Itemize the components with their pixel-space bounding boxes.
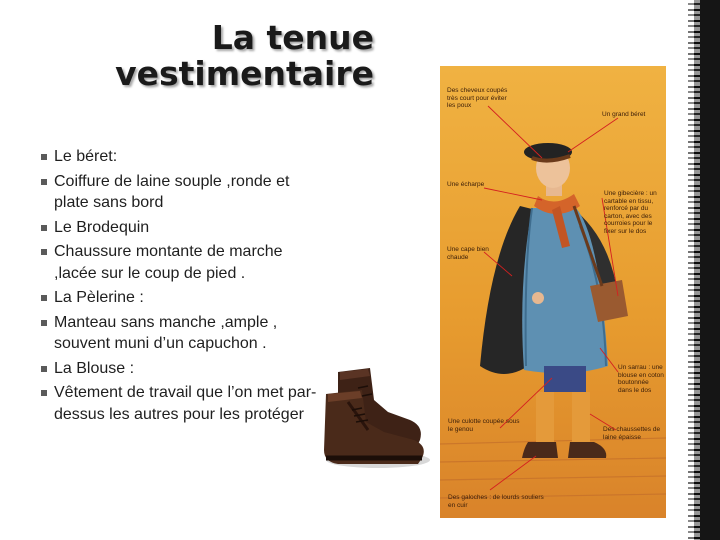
bullet-item: Le Brodequin	[40, 217, 322, 239]
bullet-square-icon	[41, 295, 47, 301]
bullet-square-icon	[41, 390, 47, 396]
label-gibeciere: Une gibecière : un cartable en tissu, renforcé par du carton, avec des courroies pour le fixer sur le dos	[604, 190, 657, 235]
label-beret: Un grand béret	[602, 111, 646, 118]
label-culotte: Une culotte coupée sous le genou	[448, 418, 520, 433]
boots-photo	[318, 360, 433, 472]
schoolboy-illustration	[440, 66, 666, 518]
slide-title	[94, 20, 374, 92]
bullet-item: Chaussure montante de marche ,lacée sur le coup de pied .	[40, 241, 322, 284]
bullet-square-icon	[41, 154, 47, 160]
label-sarrau: Un sarrau : une blouse en coton boutonnée dans le dos	[618, 364, 664, 394]
bullet-square-icon	[41, 249, 47, 255]
bullet-item: Le béret:	[40, 146, 322, 168]
title-line-1: La tenue	[211, 18, 374, 57]
bullet-item: Vêtement de travail que l’on met par-dessus les autres pour les protéger	[40, 382, 322, 425]
label-cape: Une cape bien chaude	[447, 246, 489, 261]
bullet-item: Coiffure de laine souple ,ronde et plate sans bord	[40, 171, 322, 214]
label-chaussettes: Des chaussettes de laine épaisse	[603, 426, 661, 441]
title-line-2: vestimentaire	[115, 54, 374, 93]
label-cheveux: Des cheveux coupés très court pour éviter les poux	[447, 87, 508, 110]
bullet-item: Manteau sans manche ,ample , souvent muni d’un capuchon .	[40, 312, 322, 355]
bullet-square-icon	[41, 179, 47, 185]
bullet-square-icon	[41, 225, 47, 231]
label-echarpe: Une écharpe	[447, 181, 485, 188]
bullet-square-icon	[41, 366, 47, 372]
bullet-item: La Blouse :	[40, 358, 322, 380]
bullet-list	[40, 146, 322, 428]
right-edge-border	[694, 0, 720, 540]
bullet-item: La Pèlerine :	[40, 287, 322, 309]
label-galoches: Des galoches : de lourds souliers en cuir	[448, 494, 544, 509]
bullet-square-icon	[41, 320, 47, 326]
